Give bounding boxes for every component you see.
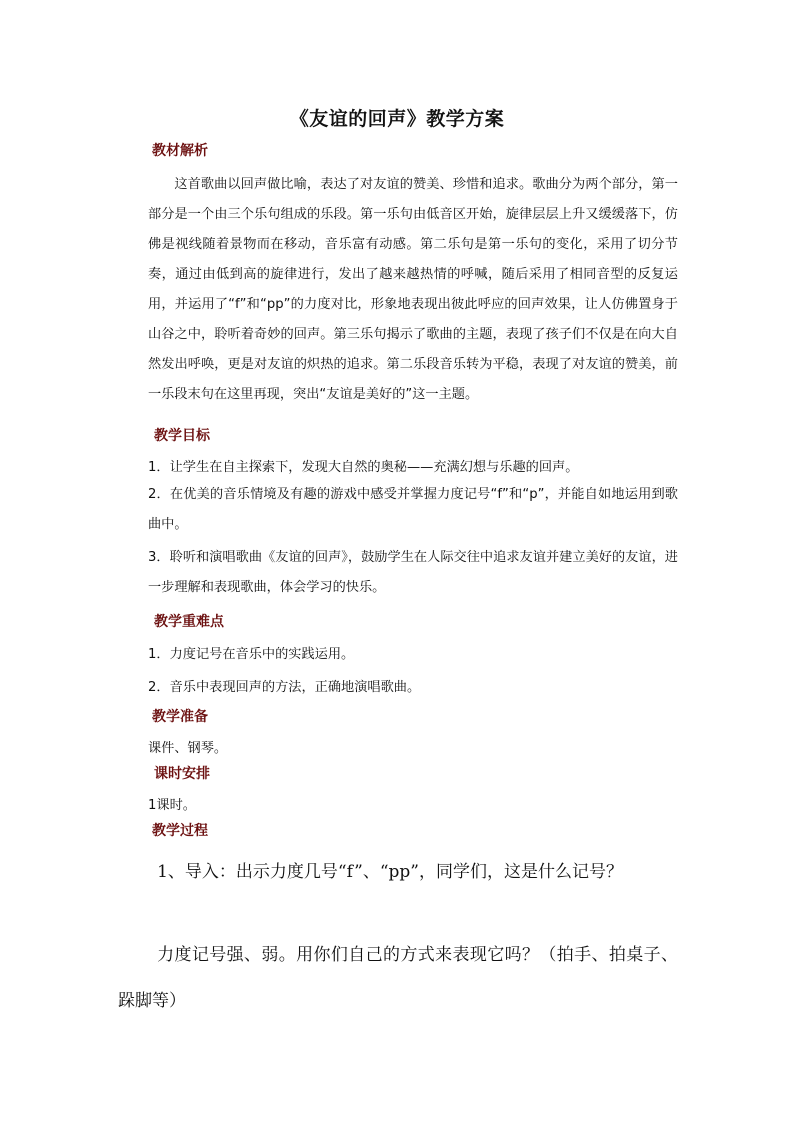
heading-zhunbei: 教学准备 — [152, 709, 208, 725]
heading-keshi: 课时安排 — [154, 766, 210, 782]
prep-text: 课件、钢琴。 — [148, 741, 228, 756]
goal-item-3: 3．聆听和演唱歌曲《友谊的回声》，鼓励学生在人际交往中追求友谊并建立美好的友谊，进一步理解和表现歌曲，体会学习的快乐。 — [148, 550, 678, 595]
document-title: 《友谊的回声》教学方案 — [289, 108, 505, 130]
heading-jiaocai: 教材解析 — [152, 143, 208, 159]
heading-guocheng: 教学过程 — [152, 823, 208, 839]
goal-item-1: 1．让学生在自主探索下，发现大自然的奥秘——充满幻想与乐趣的回声。 — [148, 460, 579, 475]
process-paragraph-1: 1、导入：出示力度几号“f”、“pp”，同学们，这是什么记号？ — [157, 862, 623, 882]
goal-item-2: 2．在优美的音乐情境及有趣的游戏中感受并掌握力度记号“f”和“p”，并能自如地运用到歌曲中。 — [148, 487, 678, 532]
heading-mubiao: 教学目标 — [154, 428, 210, 444]
heading-zhongnan: 教学重难点 — [154, 614, 224, 630]
schedule-text: 1课时。 — [148, 798, 196, 813]
paragraph-jiaocai: 这首歌曲以回声做比喻，表达了对友谊的赞美、珍惜和追求。歌曲分为两个部分，第一部分是一个由三个乐句组成的乐段。第一乐句由低音区开始，旋律层层上升又缓缓落下，仿佛是视线随着景物而在移动，音乐富有动感。第二乐句是第一乐句的变化，采用了切分节奏，通过由低到高的旋律进行，发出了越来越热情的呼喊，随后采用了相同音型的反复运用，并运用了“f”和“pp”的力度对比，形象地表现出彼此呼应的回声效果，让人仿佛置身于山谷之中，聆听着奇妙的回声。第三乐句揭示了歌曲的主题，表现了孩子们不仅是在向大自然发出呼唤，更是对友谊的炽热的追求。第二乐段音乐转为平稳，表现了对友谊的赞美，前一乐段末句在这里再现，突出“友谊是美好的”这一主题。 — [148, 177, 678, 402]
key-item-2: 2．音乐中表现回声的方法，正确地演唱歌曲。 — [148, 680, 421, 695]
process-paragraph-2: 力度记号强、弱。用你们自己的方式来表现它吗？（拍手、拍桌子、跺脚等） — [118, 945, 678, 1011]
key-item-1: 1．力度记号在音乐中的实践运用。 — [148, 647, 355, 662]
